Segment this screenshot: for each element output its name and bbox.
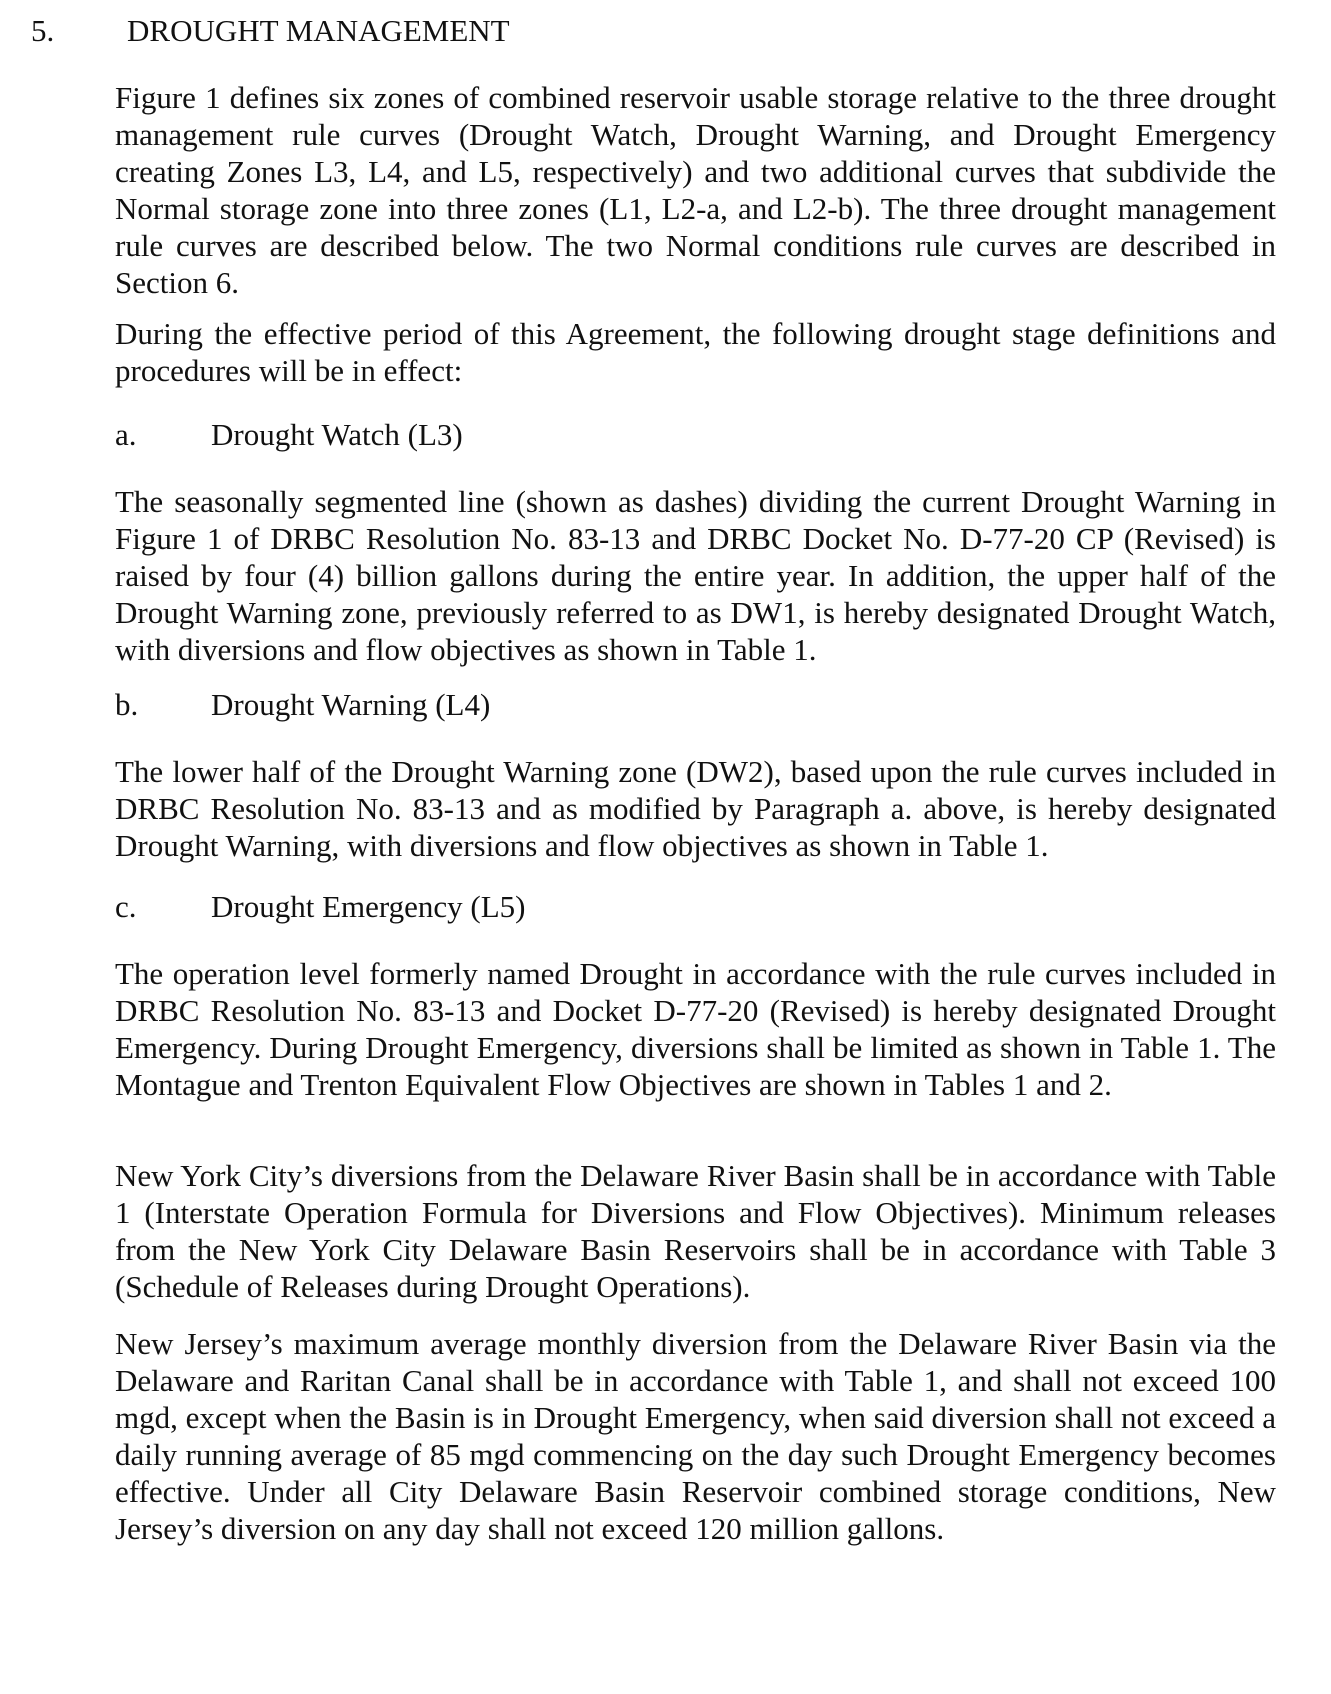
section-heading [31, 12, 510, 49]
subsection-heading-drought-emergency [115, 888, 526, 925]
subsection-title: Drought Warning (L4) [211, 687, 491, 722]
section-title: DROUGHT MANAGEMENT [127, 13, 510, 48]
drought-emergency-paragraph: The operation level formerly named Drought in accordance with the rule curves included in DRBC Resolution No. 83-13 and Docket D-77-20 (Revised) is hereby designated Drought Emergency. During Drought Emergency, diversions shall be limited as shown in Table 1. The Montague and Trenton Equivalent Flow Objectives are shown in Tables 1 and 2. [115, 956, 1276, 1102]
nyc-diversions-paragraph: New York City’s diversions from the Delaware River Basin shall be in accordance with Table 1 (Interstate Operation Formula for Diversions and Flow Objectives). Minimum releases from the New York City Delaware Basin Reservoirs shall be in accordance with Table 3 (Schedule of Releases during Drought Operations). [115, 1158, 1276, 1304]
subsection-heading-drought-watch [115, 416, 463, 453]
subsection-title: Drought Watch (L3) [211, 417, 463, 452]
intro-paragraph-procedures: During the effective period of this Agreement, the following drought stage definitions and procedures will be in effect: [115, 316, 1276, 388]
drought-warning-paragraph: The lower half of the Drought Warning zone (DW2), based upon the rule curves included in DRBC Resolution No. 83-13 and as modified by Paragraph a. above, is hereby designated Drought Warning, with diversions and flow objectives as shown in Table 1. [115, 754, 1276, 863]
intro-paragraph-zones: Figure 1 defines six zones of combined reservoir usable storage relative to the three drought management rule curves (Drought Watch, Drought Warning, and Drought Emergency creating Zones L3, L4, and L5, respectively) and two additional curves that subdivide the Normal storage zone into three zones (L1, L2-a, and L2-b). The three drought management rule curves are described below. The two Normal conditions rule curves are described in Section 6. [115, 80, 1276, 300]
subsection-letter: c. [115, 889, 137, 924]
section-number: 5. [31, 13, 55, 48]
subsection-heading-drought-warning [115, 686, 490, 723]
subsection-title: Drought Emergency (L5) [211, 889, 526, 924]
subsection-letter: b. [115, 687, 139, 722]
nj-diversion-paragraph: New Jersey’s maximum average monthly diversion from the Delaware River Basin via the Delaware and Raritan Canal shall be in accordance with Table 1, and shall not exceed 100 mgd, except when the Basin is in Drought Emergency, when said diversion shall not exceed a daily running average of 85 mgd commencing on the day such Drought Emergency becomes effective. Under all City Delaware Basin Reservoir combined storage conditions, New Jersey’s diversion on any day shall not exceed 120 million gallons. [115, 1326, 1276, 1546]
subsection-letter: a. [115, 417, 137, 452]
drought-watch-paragraph: The seasonally segmented line (shown as dashes) dividing the current Drought Warning in Figure 1 of DRBC Resolution No. 83-13 and DRBC Docket No. D-77-20 CP (Revised) is raised by four (4) billion gallons during the entire year. In addition, the upper half of the Drought Warning zone, previously referred to as DW1, is hereby designated Drought Watch, with diversions and flow objectives as shown in Table 1. [115, 484, 1276, 667]
